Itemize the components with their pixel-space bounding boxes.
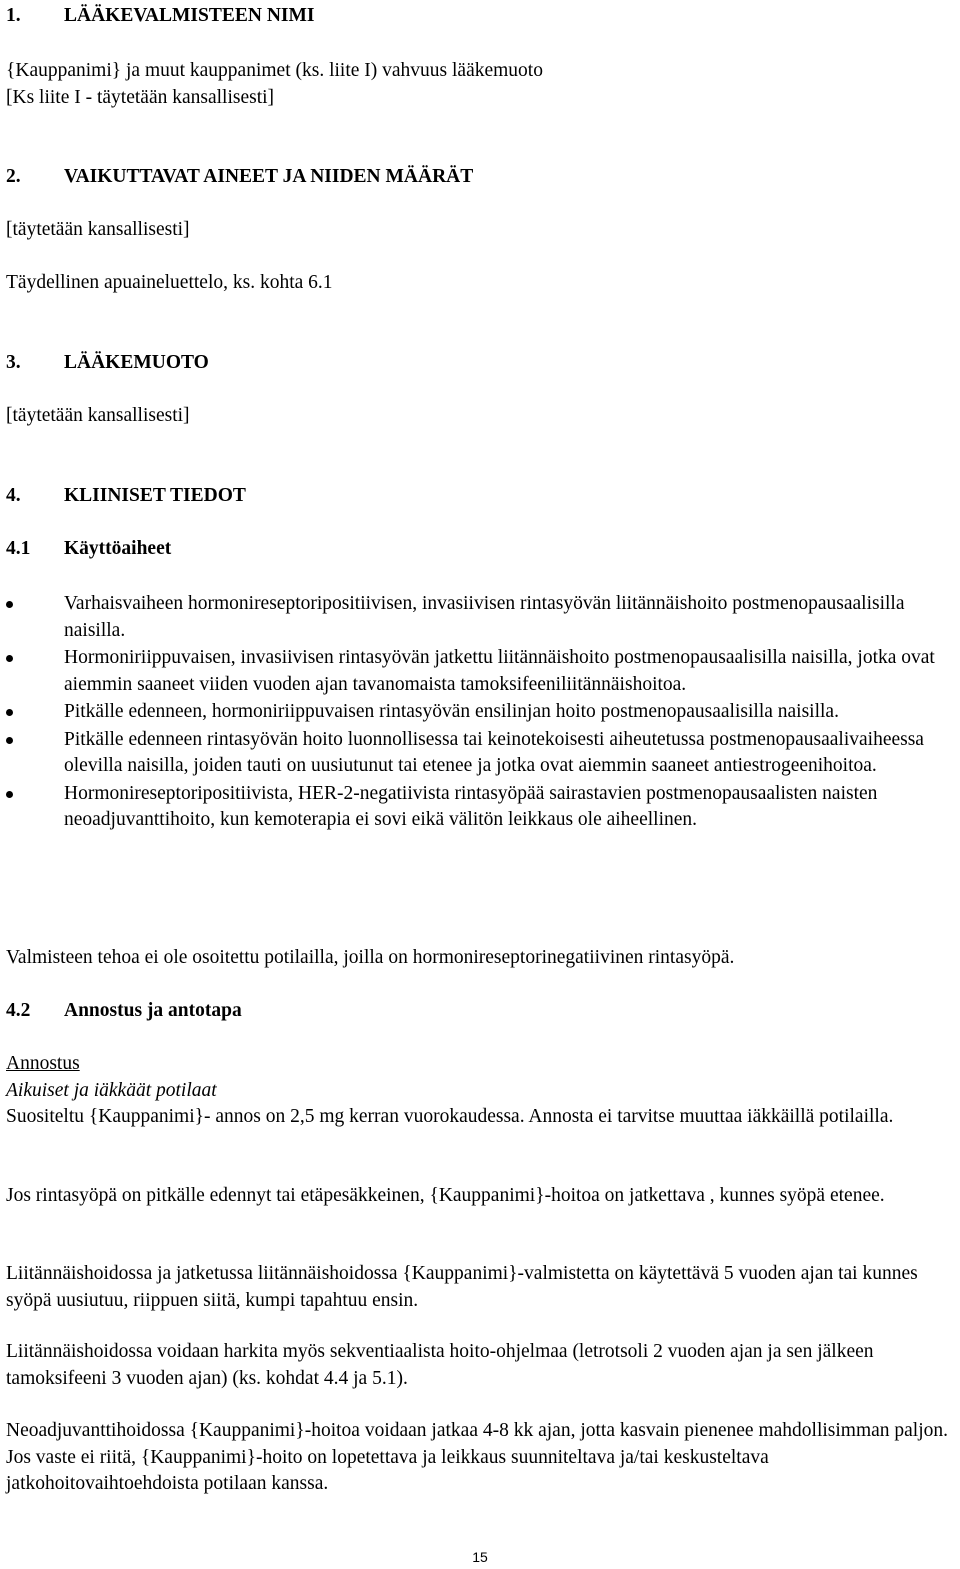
section-4-1-heading	[6, 536, 171, 563]
section-3-heading	[6, 350, 209, 377]
product-name-line: {Kauppanimi} ja muut kauppanimet (ks. liite I) vahvuus lääkemuoto	[6, 60, 543, 81]
section-title: Käyttöaiheet	[64, 538, 172, 559]
section-title: LÄÄKEMUOTO	[64, 352, 209, 373]
section-number: 2.	[6, 166, 21, 187]
section-number: 3.	[6, 352, 21, 373]
advanced-cancer-paragraph: Jos rintasyöpä on pitkälle edennyt tai etäpesäkkeinen, {Kauppanimi}-hoitoa on jatkettava , kunnes syöpä etenee.	[6, 1185, 885, 1206]
indications-list	[6, 591, 946, 835]
adjuvant-paragraph: Liitännäishoidossa ja jatketussa liitännäishoidossa {Kauppanimi}-valmistetta on käytettävä 5 vuoden ajan tai kunnes syöpä uusiutuu, riippuen siitä, kumpi tapahtuu ensin.	[6, 1263, 918, 1311]
section-4-2-heading	[6, 998, 242, 1025]
section-2-heading	[6, 164, 473, 191]
section-1-heading	[6, 3, 314, 30]
list-item	[6, 727, 946, 780]
indication-text: Pitkälle edenneen rintasyövän hoito luonnollisessa tai keinotekoisesti aiheutetussa postmenopausaalivaiheessa olevilla naisilla, joiden tauti on uusiutunut tai etenee ja jotka ovat aiemmin saaneet antiestrogeenihoitoa.	[64, 728, 924, 776]
bullet-icon	[6, 791, 13, 798]
section-title: KLIINISET TIEDOT	[64, 485, 246, 506]
annex-note-line: [Ks liite I - täytetään kansallisesti]	[6, 87, 275, 108]
neoadjuvant-paragraph: Neoadjuvanttihoidossa {Kauppanimi}-hoitoa voidaan jatkaa 4-8 kk ajan, jotta kasvain pienenee mahdollisimman paljon. Jos vaste ei riitä, {Kauppanimi}-hoito on lopetettava ja leikkaus suunniteltava ja/tai keskusteltava jatkohoitovaihtoehdoista potilaan kanssa.	[6, 1420, 949, 1494]
adults-subheading: Aikuiset ja iäkkäät potilaat	[6, 1080, 217, 1101]
section-number: 4.2	[6, 1000, 31, 1021]
section-number: 4.	[6, 485, 21, 506]
list-item	[6, 781, 946, 834]
section-title: Annostus ja antotapa	[64, 1000, 242, 1021]
excipients-note-line: Täydellinen apuaineluettelo, ks. kohta 6.1	[6, 272, 333, 293]
page-number: 15	[472, 1549, 488, 1565]
indication-text: Varhaisvaiheen hormonireseptoripositiivisen, invasiivisen rintasyövän liitännäishoito postmenopausaalisilla naisilla.	[64, 593, 905, 641]
sequential-paragraph: Liitännäishoidossa voidaan harkita myös sekventiaalista hoito-ohjelmaa (letrotsoli 2 vuoden ajan ja sen jälkeen tamoksifeeni 3 vuoden ajan) (ks. kohdat 4.4 ja 5.1).	[6, 1341, 874, 1389]
list-item	[6, 591, 946, 644]
dosage-subheading: Annostus	[6, 1053, 80, 1074]
indication-text: Hormonireseptoripositiivista, HER-2-negatiivista rintasyöpää sairastavien postmenopausaalisten naisten neoadjuvanttihoito, kun kemoterapia ei sovi eikä välitön leikkaus ole aiheellinen.	[64, 782, 878, 830]
list-item	[6, 699, 946, 726]
national-fill-line: [täytetään kansallisesti]	[6, 405, 190, 426]
dosage-paragraph: Suositeltu {Kauppanimi}- annos on 2,5 mg kerran vuorokaudessa. Annosta ei tarvitse muuttaa iäkkäillä potilailla.	[6, 1106, 894, 1127]
national-fill-line: [täytetään kansallisesti]	[6, 219, 190, 240]
bullet-icon	[6, 655, 13, 662]
section-4-heading	[6, 483, 246, 510]
indication-text: Pitkälle edenneen, hormoniriippuvaisen rintasyövän ensilinjan hoito postmenopausaalisilla naisilla.	[64, 701, 839, 722]
efficacy-note: Valmisteen tehoa ei ole osoitettu potilailla, joilla on hormonireseptorinegatiivinen rintasyöpä.	[6, 947, 735, 968]
bullet-icon	[6, 601, 13, 608]
bullet-icon	[6, 709, 13, 716]
section-title: VAIKUTTAVAT AINEET JA NIIDEN MÄÄRÄT	[64, 166, 474, 187]
section-title: LÄÄKEVALMISTEEN NIMI	[64, 5, 315, 26]
section-number: 1.	[6, 5, 21, 26]
indication-text: Hormoniriippuvaisen, invasiivisen rintasyövän jatkettu liitännäishoito postmenopausaalisilla naisilla, jotka ovat aiemmin saaneet viiden vuoden ajan tavanomaista tamoksifeeniliitännäishoitoa.	[64, 647, 935, 695]
bullet-icon	[6, 737, 13, 744]
list-item	[6, 645, 946, 698]
section-number: 4.1	[6, 538, 31, 559]
